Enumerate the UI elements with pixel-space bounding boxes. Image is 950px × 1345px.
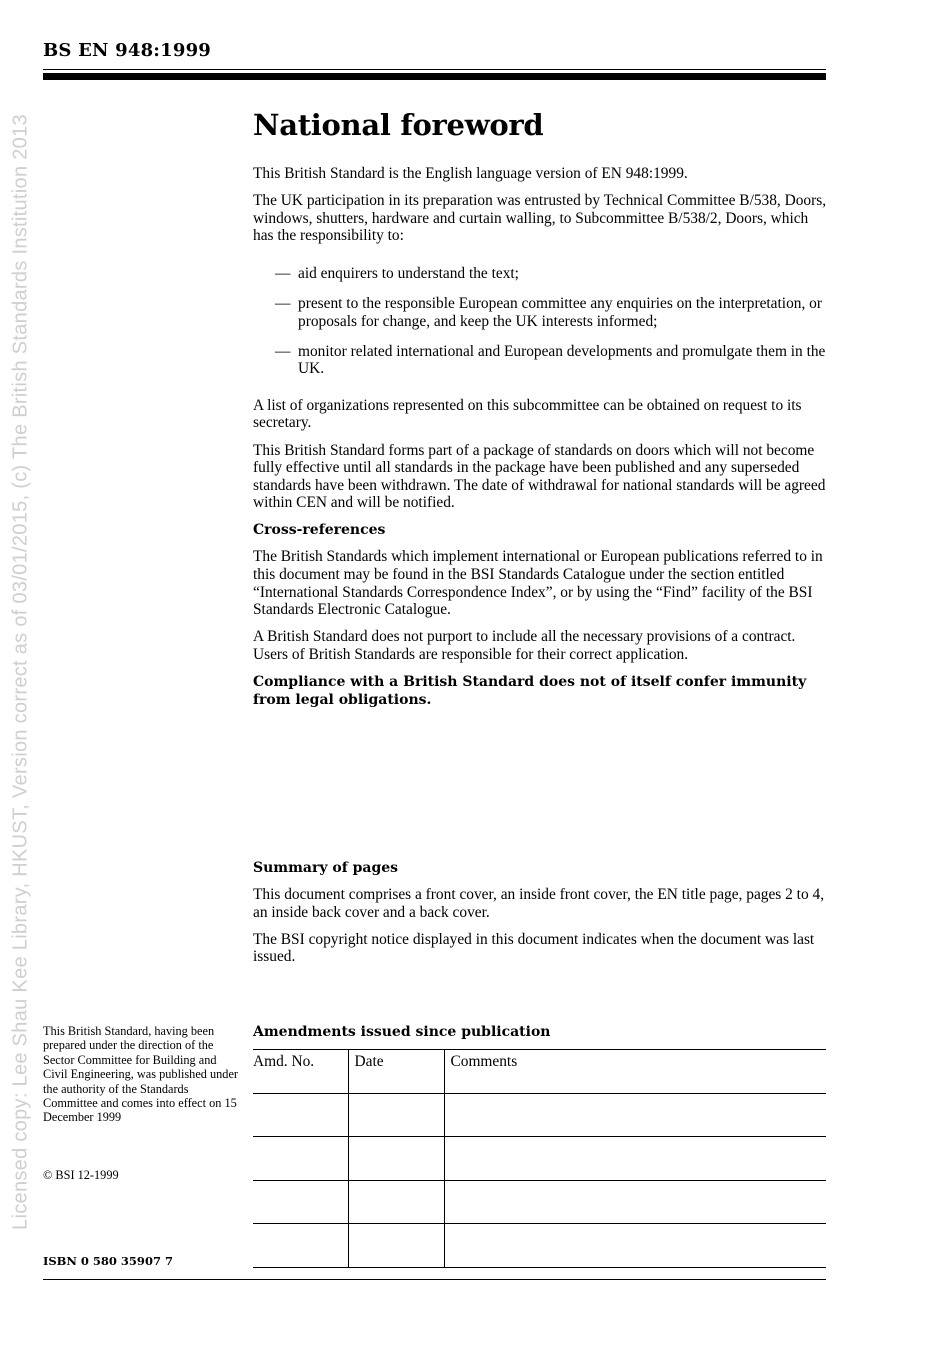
- page-title: National foreword: [253, 108, 544, 142]
- list-item-text: monitor related international and European developments and promulgate them in the UK.: [298, 342, 826, 378]
- license-watermark: Licensed copy: Lee Shau Kee Library, HKUST, Version correct as of 03/01/2015, (c) The British Standards Institution 2013: [9, 114, 32, 1230]
- paragraph-cross-references: The British Standards which implement international or European publications referred to in this document may be found in the BSI Standards Catalogue under the section entitled “International Standards Correspondence Index”, or by using the “Find” facility of the BSI Standards Electronic Catalogue.: [253, 548, 823, 619]
- column-header-amd-no: Amd. No.: [253, 1050, 348, 1094]
- header-rule-thick: [43, 73, 826, 80]
- table-cell: [444, 1093, 826, 1137]
- paragraph-english-version: This British Standard is the English language version of EN 948:1999.: [253, 165, 688, 182]
- list-item: [253, 265, 828, 283]
- table-cell: [253, 1224, 348, 1268]
- header-rule-thin: [43, 69, 826, 70]
- compliance-statement: Compliance with a British Standard does not of itself confer immunity from legal obligations.: [253, 673, 807, 708]
- table-cell: [253, 1093, 348, 1137]
- list-item-text: aid enquirers to understand the text;: [298, 264, 519, 282]
- table-cell: [444, 1180, 826, 1224]
- footer-rule: [43, 1279, 826, 1280]
- table-row: [253, 1224, 826, 1268]
- cross-references-heading: Cross-references: [253, 522, 386, 539]
- table-cell: [253, 1180, 348, 1224]
- amendments-title: Amendments issued since publication: [253, 1024, 551, 1040]
- summary-paragraph-contents: This document comprises a front cover, an inside front cover, the EN title page, pages 2 to 4, an inside back cover and a back cover.: [253, 886, 825, 921]
- copyright-notice: © BSI 12-1999: [43, 1168, 119, 1182]
- table-row: [253, 1093, 826, 1137]
- summary-heading: Summary of pages: [253, 860, 399, 876]
- paragraph-package: This British Standard forms part of a package of standards on doors which will not become fully effective until all standards in the package have been published and any superseded standards have been withdrawn. The date of withdrawal for national standards will be agreed within CEN and will be notified.: [253, 441, 826, 512]
- table-cell: [253, 1137, 348, 1181]
- paragraph-uk-participation: The UK participation in its preparation was entrusted by Technical Committee B/538, Doors, windows, shutters, hardware and curtain walling, to Subcommittee B/538/2, Doors, which has the responsibility to:: [253, 192, 827, 245]
- table-cell: [444, 1224, 826, 1268]
- table-cell: [348, 1224, 444, 1268]
- paragraph-organizations: A list of organizations represented on this subcommittee can be obtained on request to its secretary.: [253, 396, 802, 432]
- table-cell: [348, 1093, 444, 1137]
- table-row: [253, 1180, 826, 1224]
- document-id: BS EN 948:1999: [43, 40, 212, 61]
- list-dash: —: [275, 294, 291, 312]
- list-item: [253, 295, 828, 330]
- list-item-text: present to the responsible European committee any enquiries on the interpretation, or proposals for change, and keep the UK interests informed;: [298, 294, 822, 330]
- table-cell: [348, 1137, 444, 1181]
- summary-of-pages-section: [253, 859, 828, 975]
- column-header-date: Date: [348, 1050, 444, 1094]
- list-item: [253, 343, 828, 378]
- table-header-row: [253, 1050, 826, 1094]
- summary-paragraph-copyright: The BSI copyright notice displayed in this document indicates when the document was last issued.: [253, 930, 815, 966]
- publication-note: This British Standard, having been prepared under the direction of the Sector Committee for Building and Civil Engineering, was published under the authority of the Standards Committee and comes into effect on 15 December 1999: [43, 1024, 239, 1125]
- table-cell: [348, 1180, 444, 1224]
- list-dash: —: [275, 264, 291, 282]
- isbn: ISBN 0 580 35907 7: [43, 1254, 173, 1268]
- responsibility-list: [253, 265, 828, 378]
- amendments-table: [253, 1049, 826, 1268]
- column-header-comments: Comments: [444, 1050, 826, 1094]
- national-foreword-section: [253, 108, 828, 709]
- list-dash: —: [275, 342, 291, 360]
- paragraph-provisions: A British Standard does not purport to include all the necessary provisions of a contract. Users of British Standards are responsible for their correct application.: [253, 628, 796, 663]
- table-cell: [444, 1137, 826, 1181]
- table-row: [253, 1137, 826, 1181]
